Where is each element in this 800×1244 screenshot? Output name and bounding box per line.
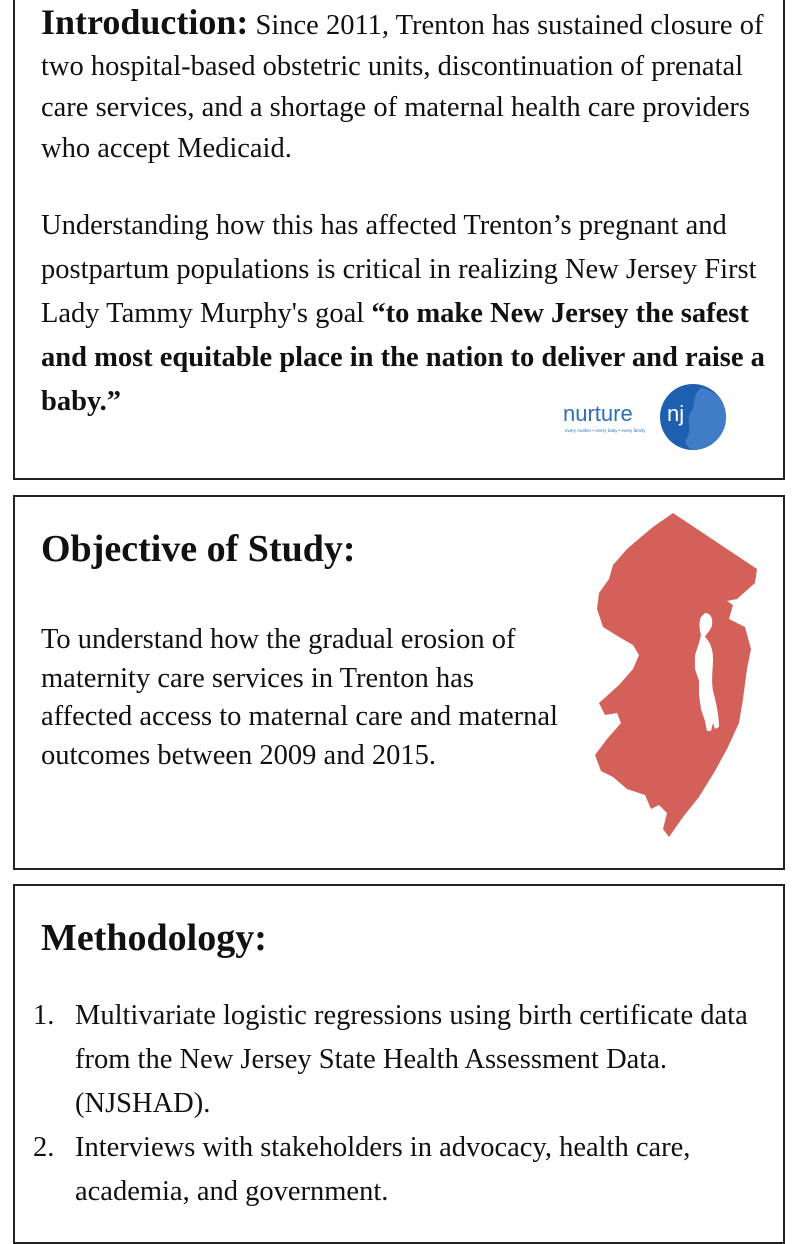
objective-heading: Objective of Study:	[41, 528, 356, 570]
logo-tagline: every mother • every baby • every family	[565, 428, 646, 433]
introduction-text-2: Understanding how this has affected Trenton’s pregnant and postpartum populations is critical in realizing New Jersey First Lady Tammy Murphy's goal	[41, 210, 757, 329]
introduction-text-1: Since 2011, Trenton has sustained closure of two hospital-based obstetric units, discontinuation of prenatal care services, and a shortage of maternal health care providers who accept Medicaid.	[41, 10, 764, 164]
methodology-item	[33, 1126, 783, 1214]
methodology-item-text: Interviews with stakeholders in advocacy, health care, academia, and government.	[75, 1132, 691, 1207]
first-lady-quote: “to make New Jersey the safest and most equitable place in the nation to deliver and raise a baby.”	[41, 298, 765, 417]
methodology-panel	[13, 884, 785, 1244]
introduction-paragraph-1	[41, 2, 769, 169]
nurture-nj-logo	[563, 382, 733, 452]
methodology-list	[33, 994, 783, 1214]
methodology-item-number: 1.	[33, 1000, 55, 1031]
objective-panel	[13, 495, 785, 870]
new-jersey-map-shape	[595, 513, 757, 837]
objective-text: To understand how the gradual erosion of maternity care services in Trenton has affected access to maternal care and maternal outcomes between 2009 and 2015.	[41, 624, 558, 771]
new-jersey-map-illustration	[587, 509, 759, 843]
introduction-panel	[13, 0, 785, 480]
logo-word: nurture	[563, 401, 633, 426]
logo-badge-text: nj	[667, 401, 685, 426]
methodology-item-text: Multivariate logistic regressions using birth certificate data from the New Jersey State Health Assessment Data. (NJSHAD).	[75, 1000, 748, 1119]
methodology-heading: Methodology:	[41, 917, 267, 959]
methodology-item-number: 2.	[33, 1132, 55, 1163]
introduction-heading: Introduction:	[41, 2, 249, 42]
methodology-item	[33, 994, 783, 1126]
